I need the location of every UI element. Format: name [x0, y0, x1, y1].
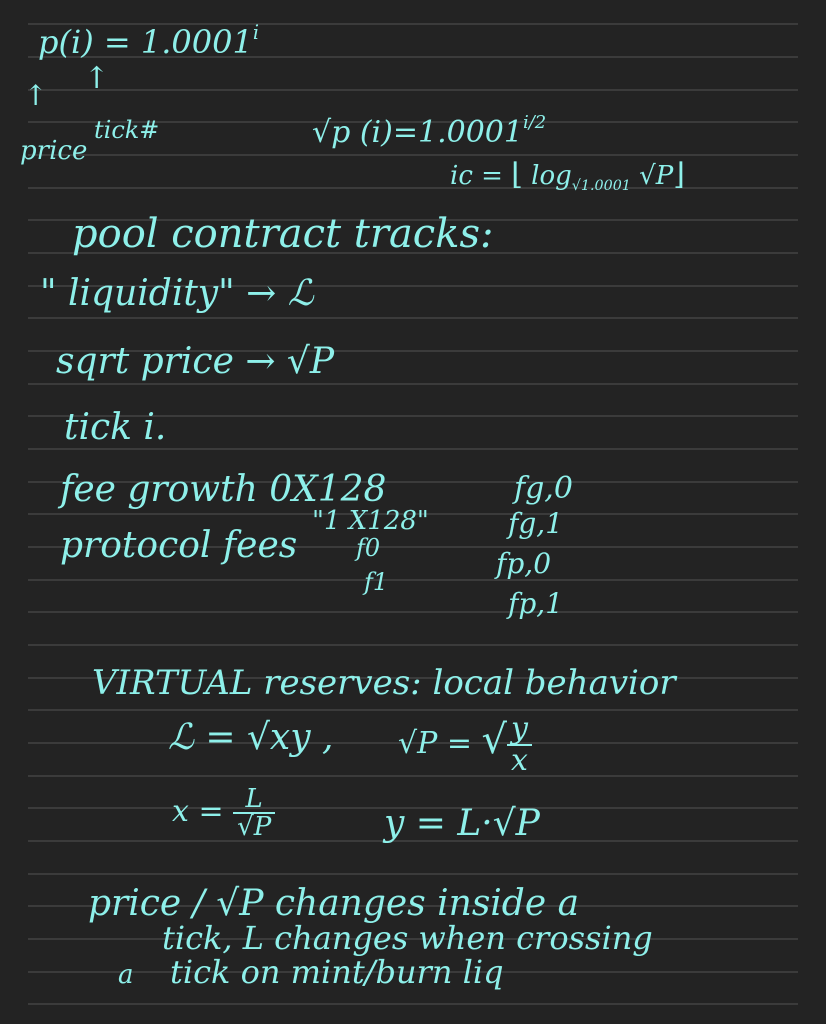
sqrt-price-formula-text: √p (i)=1.0001 [312, 115, 523, 150]
up-arrow-icon: ↑ [24, 79, 48, 112]
protocol-fees-line: protocol fees [60, 525, 298, 566]
log-argument: √P [639, 161, 674, 191]
liquidity-item: " liquidity" → ℒ [40, 273, 314, 314]
tracks-heading: pool contract tracks: [72, 211, 494, 257]
tick-number-label: tick# [94, 116, 160, 144]
note-line-3-a: a [118, 960, 134, 990]
floor-open: ⌊ [511, 157, 523, 192]
note-line-1: price / √P changes inside a [88, 883, 580, 924]
L-over-sqrtP-fraction [233, 786, 275, 840]
current-tick-formula [450, 157, 685, 194]
note-line-3: tick on mint/burn liq [170, 953, 504, 991]
x-equals-label: x = [172, 794, 224, 829]
log-label: log [531, 161, 572, 191]
curved-arrow-icon: ↑ [84, 61, 110, 96]
price-tick-formula-text: p(i) = 1.0001 [38, 23, 253, 61]
fg1-label: fg,1 [508, 507, 564, 540]
log-base: √1.0001 [571, 178, 631, 194]
y-over-x-fraction [507, 711, 532, 778]
f1-label: f1 [364, 568, 389, 596]
sqrt-price-item: sqrt price → √P [56, 341, 335, 382]
fp1-label: fp,1 [508, 587, 564, 620]
y-reserve-equation: y = L·√P [384, 803, 540, 844]
fee-growth-line: fee growth 0X128 [60, 469, 387, 510]
price-label: price [20, 136, 88, 166]
ic-label: ic = [450, 161, 512, 191]
x128-1-label: "1 X128" [312, 506, 429, 536]
price-tick-formula [38, 21, 259, 61]
fg0-label: fg,0 [514, 471, 573, 506]
sqrt-price-eq-label: √P = [398, 726, 482, 761]
fraction-L: L [233, 786, 275, 814]
fp0-label: fp,0 [496, 547, 552, 580]
floor-close: ⌋ [673, 157, 685, 192]
radical-icon: √ [481, 717, 508, 763]
exponent-i: i [252, 21, 259, 44]
tick-item: tick i. [64, 407, 167, 448]
sqrt-price-equation [398, 711, 532, 778]
note-line-2: tick, L changes when crossing [162, 919, 653, 957]
x-reserve-equation [172, 786, 275, 840]
exponent-i-half: i/2 [522, 112, 547, 133]
liquidity-equation: ℒ = √xy , [168, 717, 334, 758]
fraction-sqrtP: √P [237, 812, 272, 842]
fraction-y: y [507, 714, 532, 746]
f0-label: f0 [356, 534, 381, 562]
virtual-reserves-heading: VIRTUAL reserves: local behavior [92, 663, 676, 703]
fraction-x: x [511, 743, 528, 778]
sqrt-price-formula [312, 112, 547, 150]
